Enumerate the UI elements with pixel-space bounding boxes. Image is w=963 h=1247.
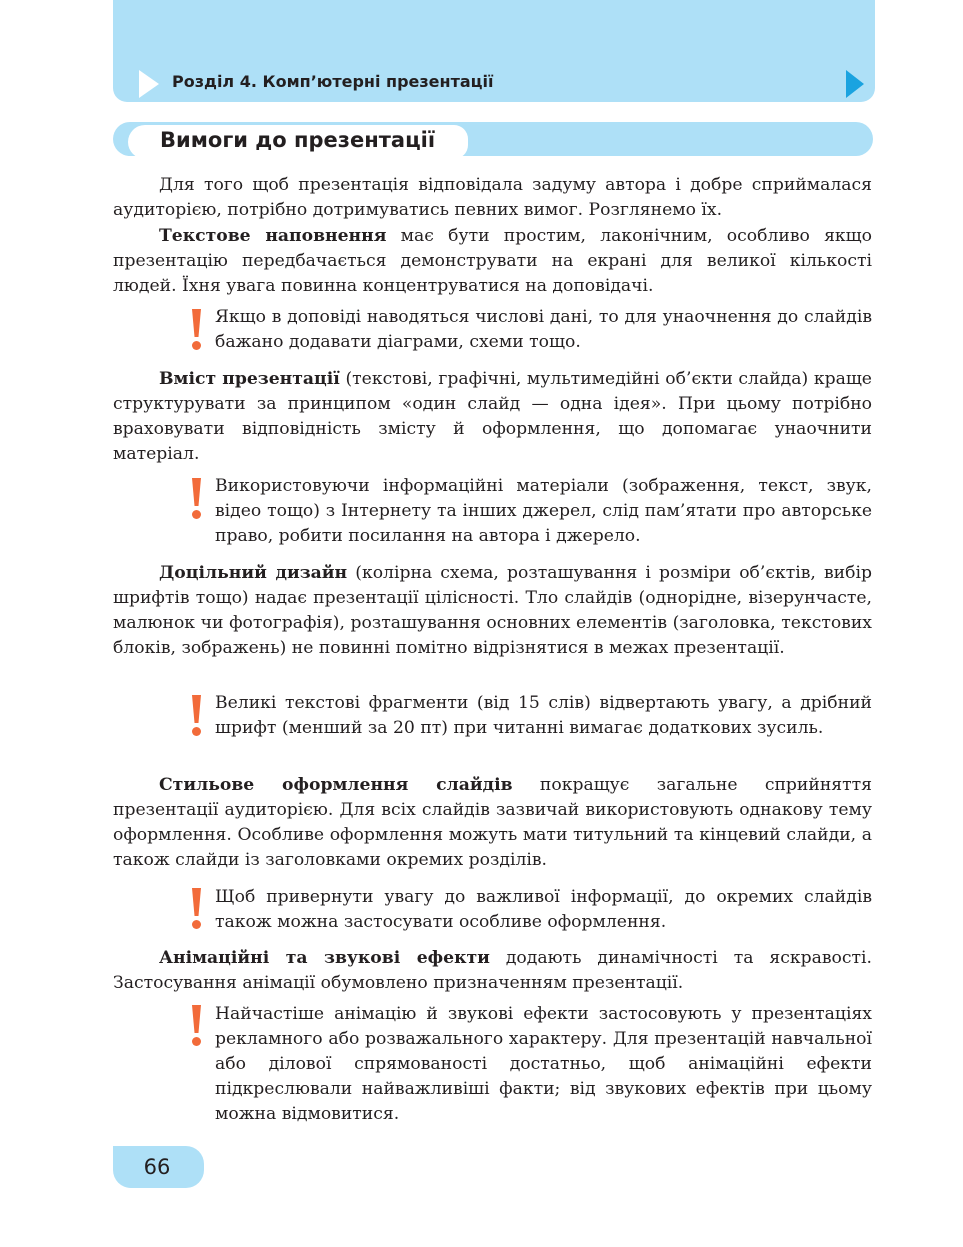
exclamation-icon bbox=[189, 1005, 203, 1049]
exclamation-icon bbox=[189, 695, 203, 739]
paragraph-body: (колірна схема, розташування і розміри об’єктів, вибір шрифтів тощо) надає презентації цілісності. Тло слайдів (однорідне, візерунчасте, малюнок чи фотографія), розташування основних елементів (заголовка, текстових блоків, зображень) не повинні помітно відрізнятися в межах презентації. bbox=[113, 563, 872, 658]
play-arrow-icon bbox=[846, 70, 864, 98]
note-text: Якщо в доповіді наводяться числові дані, то для унаочнення до слайдів бажано додавати діаграми, схеми тощо. bbox=[215, 307, 872, 352]
note-text: Використовуючи інформаційні матеріали (зображення, текст, звук, відео тощо) з Інтернету та інших джерел, слід пам’ятати про авторське право, робити посилання на автора і джерело. bbox=[215, 476, 872, 546]
paragraph-term: Анімаційні та звукові ефекти bbox=[159, 948, 490, 968]
paragraph-body: додають динамічності та яскравості. Застосування анімації обумовлено призначенням презентації. bbox=[113, 948, 872, 993]
chapter-title: Розділ 4. Комп’ютерні презентації bbox=[172, 72, 494, 91]
play-arrow-icon bbox=[139, 70, 159, 98]
exclamation-icon bbox=[189, 888, 203, 932]
paragraph-body: покращує загальне сприйняття презентації аудиторією. Для всіх слайдів зазвичай використовують однакову тему оформлення. Особливе оформлення можуть мати титульний та кінцевий слайди, а також слайди із заголовками окремих розділів. bbox=[113, 775, 872, 870]
exclamation-icon bbox=[189, 309, 203, 353]
section-title: Вимоги до презентації bbox=[160, 128, 436, 152]
paragraph-term: Доцільний дизайн bbox=[159, 563, 348, 583]
note-text: Найчастіше анімацію й звукові ефекти застосовують у презентаціях рекламного або розважального характеру. Для презентацій навчальної або ділової спрямованості достатньо, щоб анімаційні ефекти підкреслювали найважливіші факти; від звукових ефектів при цьому можна відмовитися. bbox=[215, 1004, 872, 1124]
intro-paragraph bbox=[113, 173, 872, 223]
note-text: Щоб привернути увагу до важливої інформації, до окремих слайдів також можна застосувати особливе оформлення. bbox=[215, 887, 872, 932]
paragraph-content-structure bbox=[113, 367, 872, 467]
paragraph-body: (текстові, графічні, мультимедійні об’єкти слайда) краще структурувати за принципом «один слайд — одна ідея». При цьому потрібно враховувати відповідність змісту й оформлення, що допомагає унаочнити матеріал. bbox=[113, 369, 872, 464]
intro-text: Для того щоб презентація відповідала задуму автора і добре сприймалася аудиторією, потрібно дотримуватись певних вимог. Розглянемо їх. bbox=[113, 175, 872, 220]
paragraph-animation bbox=[113, 946, 872, 996]
paragraph-term: Текстове наповнення bbox=[159, 226, 387, 246]
paragraph-term: Стильове оформлення слайдів bbox=[159, 775, 513, 795]
paragraph-design bbox=[113, 561, 872, 661]
exclamation-icon bbox=[189, 478, 203, 522]
page-number: 66 bbox=[143, 1155, 171, 1179]
paragraph-term: Вміст презентації bbox=[159, 369, 340, 389]
paragraph-style bbox=[113, 773, 872, 873]
paragraph-body: має бути простим, лаконічним, особливо якщо презентацію передбачається демонструвати на екрані для великої кількості людей. Їхня увага повинна концентруватися на доповідачі. bbox=[113, 226, 872, 296]
note-text: Великі текстові фрагменти (від 15 слів) відвертають увагу, а дрібний шрифт (менший за 20 пт) при читанні вимагає додаткових зусиль. bbox=[215, 693, 872, 738]
paragraph-text-content bbox=[113, 224, 872, 299]
